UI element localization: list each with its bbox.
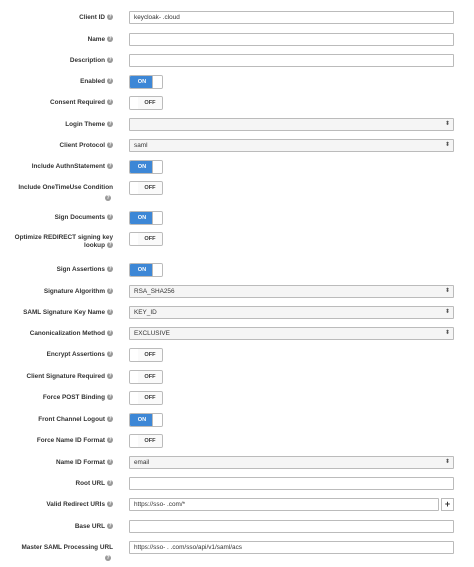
enabled-label: Enabled ? [80,78,112,85]
help-icon[interactable]: ? [108,330,112,337]
encrypt-assertions-toggle[interactable] [129,348,163,362]
help-icon[interactable]: ? [108,459,112,466]
add-redirect-button[interactable]: + [441,498,454,511]
toggle-knob [152,414,162,426]
help-icon[interactable]: ? [108,214,112,221]
help-icon[interactable]: ? [108,309,112,316]
login-theme-label: Login Theme ? [65,121,112,128]
sign-assertions-label: Sign Assertions ? [56,266,112,273]
description-label: Description ? [69,57,112,64]
sign-assertions-toggle[interactable] [129,263,163,277]
sign-documents-toggle[interactable] [129,211,163,225]
valid-redirect-input[interactable]: https://sso- .com/* [129,498,439,511]
force-name-id-label: Force Name ID Format ? [36,437,112,444]
client-id-input[interactable]: keycloak- .cloud [129,11,454,24]
client-protocol-select[interactable] [129,139,454,152]
force-post-toggle[interactable] [129,391,163,405]
login-theme-select[interactable] [129,118,454,131]
base-url-label: Base URL ? [74,523,112,530]
toggle-state: ON [130,264,154,276]
toggle-state: ON [130,212,154,224]
master-saml-label: Master SAML Processing URL [21,544,113,551]
toggle-knob [152,264,162,276]
help-icon[interactable]: ? [108,99,112,106]
encrypt-assertions-label: Encrypt Assertions ? [46,351,112,358]
toggle-state: OFF [138,349,162,361]
canonicalization-select[interactable] [129,327,454,340]
toggle-state: ON [130,161,154,173]
client-signature-toggle[interactable] [129,370,163,384]
valid-redirect-label: Valid Redirect URIs ? [46,501,112,508]
name-input[interactable] [129,33,454,46]
help-icon[interactable]: ? [108,288,112,295]
front-channel-toggle[interactable] [129,413,163,427]
toggle-state: OFF [138,97,162,109]
signature-algorithm-label: Signature Algorithm ? [43,288,112,295]
help-icon[interactable]: ? [108,57,112,64]
client-signature-label: Client Signature Required ? [26,373,112,380]
toggle-knob [152,76,162,88]
select-value: saml [134,142,148,149]
include-authn-label: Include AuthnStatement ? [31,163,112,170]
toggle-state: OFF [138,371,162,383]
saml-key-name-label: SAML Signature Key Name ? [23,309,112,316]
force-name-id-toggle[interactable] [129,434,163,448]
toggle-state: OFF [138,233,162,245]
toggle-knob [152,212,162,224]
select-value: EXCLUSIVE [134,330,170,337]
select-arrow-icon: ⬍ [444,142,450,148]
help-icon[interactable]: ? [108,373,112,380]
help-icon[interactable]: ? [108,78,112,85]
description-input[interactable] [129,54,454,67]
include-onetimeuse-label: Include OneTimeUse Condition [18,184,113,191]
help-icon[interactable]: ? [108,36,112,43]
help-icon[interactable]: ? [106,555,110,561]
select-value: KEY_ID [134,309,157,316]
toggle-state: ON [130,414,154,426]
select-arrow-icon: ⬍ [444,121,450,127]
root-url-label: Root URL ? [75,480,112,487]
toggle-knob [152,161,162,173]
help-icon[interactable]: ? [108,121,112,128]
select-arrow-icon: ⬍ [444,309,450,315]
help-icon[interactable]: ? [108,242,112,249]
help-icon[interactable]: ? [108,437,112,444]
force-post-label: Force POST Binding ? [42,394,112,401]
help-icon[interactable]: ? [108,163,112,170]
help-icon[interactable]: ? [108,351,112,358]
include-authn-toggle[interactable] [129,160,163,174]
help-icon[interactable]: ? [106,195,110,201]
help-icon[interactable]: ? [108,523,112,530]
front-channel-label: Front Channel Logout ? [38,416,112,423]
canonicalization-label: Canonicalization Method ? [29,330,112,337]
consent-required-label: Consent Required ? [49,99,112,106]
help-icon[interactable]: ? [108,416,112,423]
select-arrow-icon: ⬍ [444,288,450,294]
master-saml-input[interactable]: https://sso- . .com/sso/api/v1/saml/acs [129,541,454,554]
saml-key-name-select[interactable] [129,306,454,319]
optimize-redirect-toggle[interactable] [129,232,163,246]
help-icon[interactable]: ? [108,142,112,149]
signature-algorithm-select[interactable] [129,285,454,298]
name-id-format-label: Name ID Format ? [55,459,112,466]
enabled-toggle[interactable] [129,75,163,89]
sign-documents-label: Sign Documents ? [54,214,112,221]
help-icon[interactable]: ? [108,266,112,273]
name-id-format-select[interactable] [129,456,454,469]
name-label: Name ? [87,36,112,43]
toggle-state: ON [130,76,154,88]
help-icon[interactable]: ? [108,480,112,487]
client-protocol-label: Client Protocol ? [59,142,112,149]
select-arrow-icon: ⬍ [444,459,450,465]
toggle-state: OFF [138,435,162,447]
base-url-input[interactable] [129,520,454,533]
help-icon[interactable]: ? [108,501,112,508]
root-url-input[interactable] [129,477,454,490]
optimize-redirect-label: Optimize REDIRECT signing key lookup ? [14,234,113,249]
toggle-state: OFF [138,182,162,194]
select-value: RSA_SHA256 [134,288,175,295]
help-icon[interactable]: ? [108,14,112,21]
select-value: email [134,459,150,466]
toggle-state: OFF [138,392,162,404]
include-onetimeuse-toggle[interactable] [129,181,163,195]
consent-required-toggle[interactable] [129,96,163,110]
select-arrow-icon: ⬍ [444,330,450,336]
help-icon[interactable]: ? [108,394,112,401]
client-id-label: Client ID ? [79,14,112,21]
